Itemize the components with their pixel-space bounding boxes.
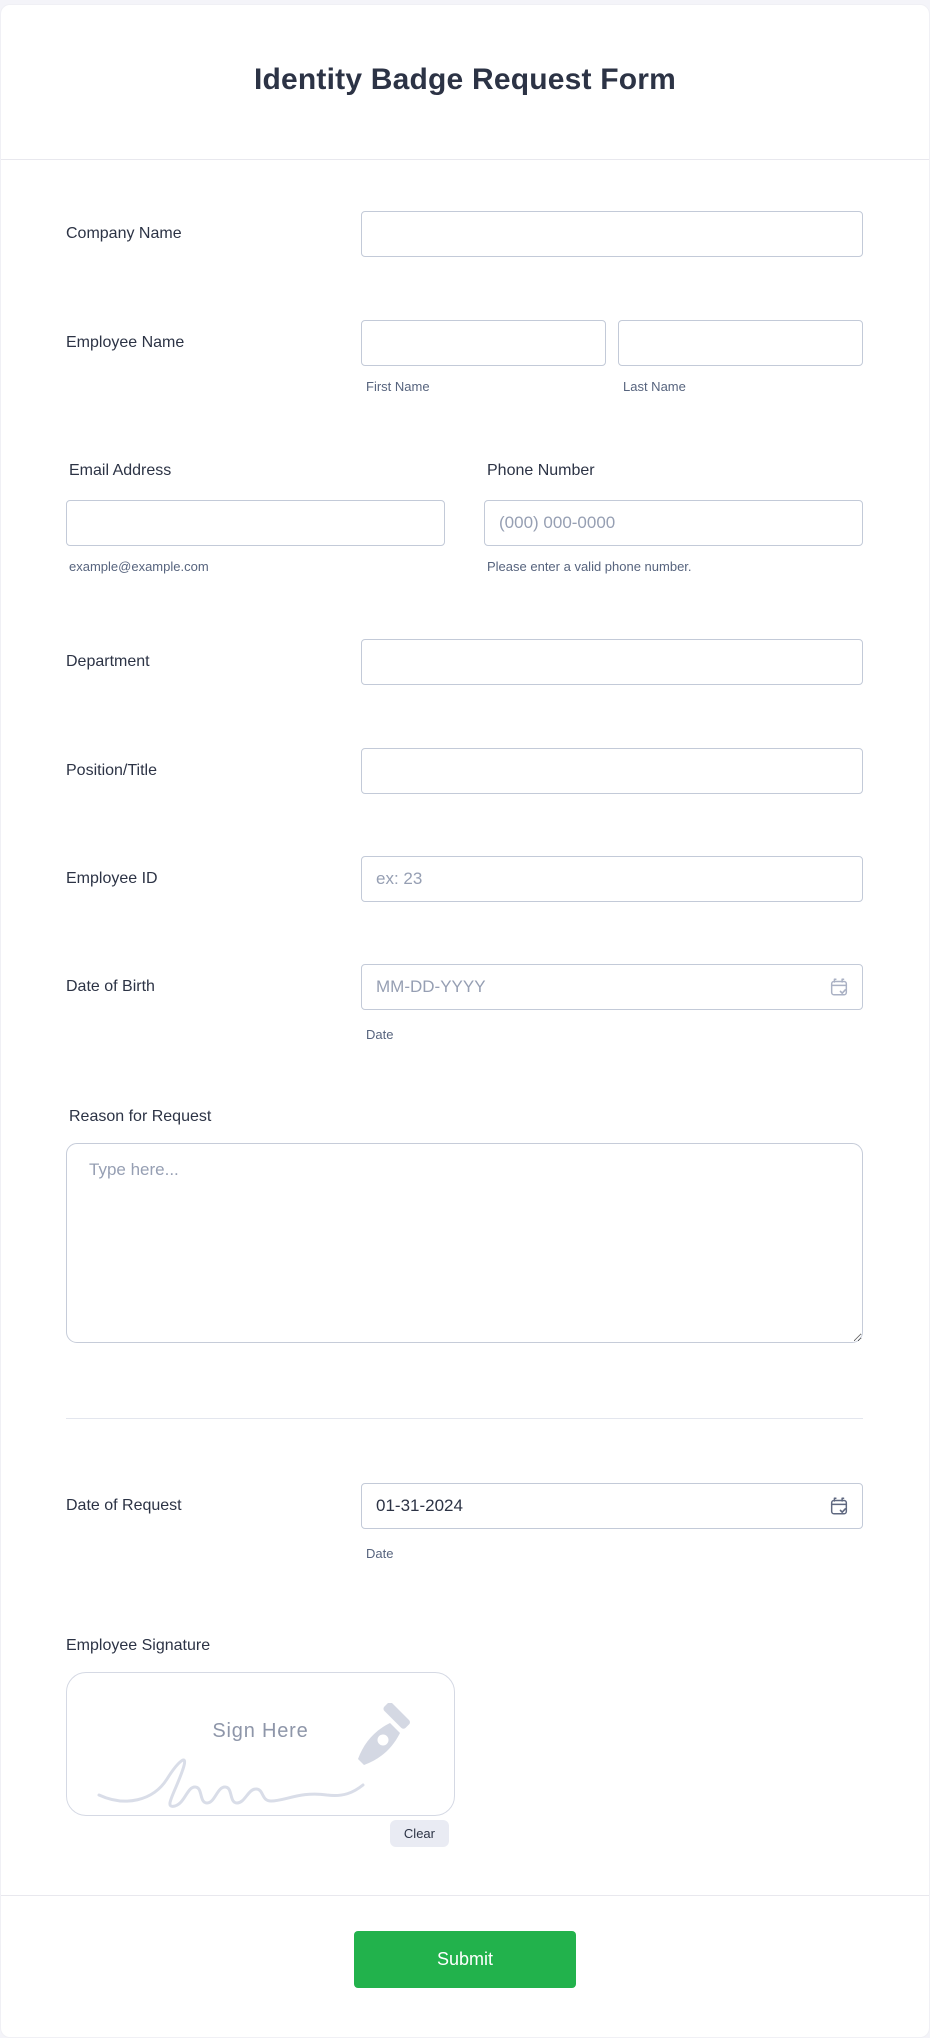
field-reason bbox=[66, 1105, 863, 1348]
date-of-request-sublabel: Date bbox=[366, 1546, 394, 1561]
date-of-birth-sublabel: Date bbox=[366, 1027, 394, 1042]
last-name-input[interactable] bbox=[618, 320, 863, 366]
employee-name-label: Employee Name bbox=[66, 334, 185, 351]
department-label: Department bbox=[66, 653, 150, 670]
email-sublabel: example@example.com bbox=[69, 559, 209, 574]
calendar-check-icon[interactable] bbox=[828, 1495, 850, 1517]
phone-input[interactable] bbox=[484, 500, 863, 546]
pen-nib-icon bbox=[352, 1703, 416, 1769]
signature-pad[interactable] bbox=[66, 1672, 455, 1816]
phone-sublabel: Please enter a valid phone number. bbox=[487, 559, 692, 574]
first-name-input[interactable] bbox=[361, 320, 606, 366]
field-employee-id bbox=[66, 856, 863, 902]
company-name-input[interactable] bbox=[361, 211, 863, 257]
employee-id-label: Employee ID bbox=[66, 870, 158, 887]
form-body bbox=[1, 211, 929, 1847]
email-input[interactable] bbox=[66, 500, 445, 546]
field-position bbox=[66, 748, 863, 794]
signature-clear-button[interactable]: Clear bbox=[390, 1820, 449, 1847]
calendar-check-icon[interactable] bbox=[828, 976, 850, 998]
field-department bbox=[66, 639, 863, 685]
field-email-phone-row bbox=[66, 459, 863, 575]
form-header bbox=[1, 5, 929, 160]
field-date-of-birth bbox=[66, 964, 863, 1043]
email-label: Email Address bbox=[69, 462, 172, 479]
field-date-of-request bbox=[66, 1483, 863, 1562]
position-label: Position/Title bbox=[66, 762, 157, 779]
date-of-birth-input[interactable] bbox=[361, 964, 863, 1010]
field-email bbox=[66, 459, 445, 575]
last-name-sublabel: Last Name bbox=[623, 379, 686, 394]
submit-button[interactable]: Submit bbox=[354, 1931, 576, 1988]
signature-label: Employee Signature bbox=[66, 1637, 211, 1654]
signature-scribble-icon bbox=[95, 1733, 385, 1811]
form-card bbox=[0, 4, 930, 2038]
department-input[interactable] bbox=[361, 639, 863, 685]
phone-label: Phone Number bbox=[487, 462, 595, 479]
date-of-request-input[interactable] bbox=[361, 1483, 863, 1529]
signature-hint: Sign Here bbox=[212, 1720, 309, 1742]
form-title: Identity Badge Request Form bbox=[253, 63, 677, 96]
company-name-label: Company Name bbox=[66, 225, 182, 242]
field-signature bbox=[66, 1634, 863, 1847]
field-phone bbox=[484, 459, 863, 575]
section-divider bbox=[66, 1418, 863, 1419]
position-input[interactable] bbox=[361, 748, 863, 794]
field-company-name bbox=[66, 211, 863, 257]
date-of-birth-label: Date of Birth bbox=[66, 978, 155, 995]
field-employee-name bbox=[66, 320, 863, 395]
submit-bar bbox=[1, 1895, 929, 2037]
reason-label: Reason for Request bbox=[69, 1108, 212, 1125]
date-of-request-label: Date of Request bbox=[66, 1497, 182, 1514]
first-name-sublabel: First Name bbox=[366, 379, 430, 394]
employee-id-input[interactable] bbox=[361, 856, 863, 902]
reason-textarea[interactable] bbox=[66, 1143, 863, 1343]
